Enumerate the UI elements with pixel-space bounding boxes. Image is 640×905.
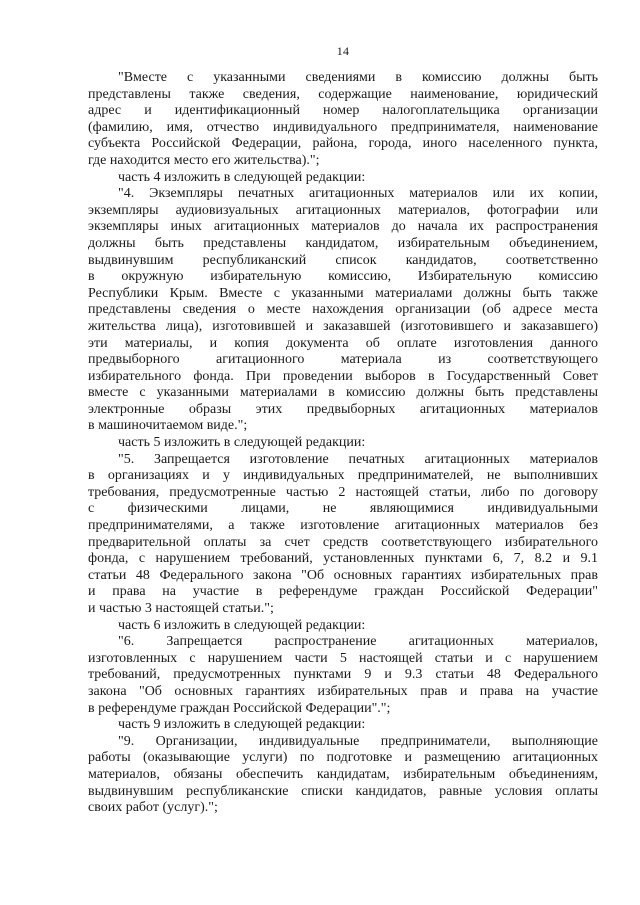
text-line: статьи 48 Федерального закона "Об основных гарантиях избирательных прав xyxy=(88,567,598,583)
text-line: и частью 3 настоящей статьи."; xyxy=(88,601,274,616)
text-line: вместе с указанными материалами в комиссию должны быть представлены xyxy=(88,385,598,401)
text-line: Республики Крым. Вместе с указанными материалами должны быть также xyxy=(88,285,598,301)
text-line: в организациях и у индивидуальных предпринимателей, не выполнивших xyxy=(88,468,598,484)
page-number: 14 xyxy=(336,44,350,58)
text-line: фонда, с нарушением требований, установленных пунктами 6, 7, 8.2 и 9.1 xyxy=(88,551,598,567)
text-line: требований, предусмотренных пунктами 9 и 9.3 статьи 48 Федерального xyxy=(88,667,598,683)
text-line: в машиночитаемом виде."; xyxy=(88,418,248,434)
text-line: выдвинувшим республиканские списки кандидатов, равные условия оплаты xyxy=(88,783,598,799)
text-line: "5. Запрещается изготовление печатных агитационных материалов xyxy=(118,451,598,467)
text-line: материалов, обязаны обеспечить кандидатам, избирательным объединениям, xyxy=(88,766,598,782)
text-line: жительства лица), изготовившей и заказавшей (изготовившего и заказавшего) xyxy=(88,318,598,334)
text-line: должны быть представлены кандидатом, избирательным объединением, xyxy=(88,235,598,251)
text-line: представлены сведения о месте нахождения организации (об адресе места xyxy=(88,302,598,318)
amendment-instruction-line: часть 5 изложить в следующей редакции: xyxy=(118,435,366,451)
text-line: "Вместе с указанными сведениями в комиссию должны быть xyxy=(118,70,598,85)
text-line: (фамилию, имя, отчество индивидуального предпринимателя, наименование xyxy=(88,119,598,135)
text-line: в референдуме граждан Российской Федерации"."; xyxy=(88,700,391,716)
text-line: своих работ (услуг)."; xyxy=(88,800,218,816)
text-line: "6. Запрещается распространение агитационных материалов, xyxy=(118,634,598,650)
text-line: и права на участие в референдуме граждан Российской Федерации" xyxy=(88,584,598,600)
text-line: эти материалы, и копия документа об оплате изготовления данного xyxy=(88,335,598,351)
text-line: субъекта Российской Федерации, района, города, иного населенного пункта, xyxy=(88,136,598,152)
text-line: экземпляры иных агитационных материалов до начала их распространения xyxy=(88,219,598,235)
amendment-instruction-line: часть 4 изложить в следующей редакции: xyxy=(118,169,366,185)
text-line: выдвинувшим республиканский список кандидатов, соответственно xyxy=(88,252,598,268)
text-line: где находится место его жительства)."; xyxy=(88,152,320,168)
text-line: избирательного фонда. При проведении выборов в Государственный Совет xyxy=(88,368,598,384)
text-line: требования, предусмотренные частью 2 настоящей статьи, либо по договору xyxy=(88,484,598,500)
text-line: предвыборного агитационного материала из соответствующего xyxy=(88,352,598,368)
document-body xyxy=(88,70,598,817)
text-line: предварительной оплаты за счет средств соответствующего избирательного xyxy=(88,534,598,550)
text-line: адрес и идентификационный номер налогоплательщика организации xyxy=(88,103,598,119)
text-line: закона "Об основных гарантиях избирательных прав и права на участие xyxy=(88,683,598,699)
text-line: изготовленных с нарушением части 5 настоящей статьи и с нарушением xyxy=(88,650,598,666)
text-line: экземпляры аудиовизуальных агитационных материалов, фотографии или xyxy=(88,202,598,218)
text-line: электронные образы этих предвыборных агитационных материалов xyxy=(88,401,598,417)
text-line: "9. Организации, индивидуальные предприниматели, выполняющие xyxy=(118,733,598,749)
text-line: "4. Экземпляры печатных агитационных материалов или их копии, xyxy=(118,186,598,202)
text-line: в окружную избирательную комиссию, Избирательную комиссию xyxy=(88,269,598,285)
text-line: представлены также сведения, содержащие наименование, юридический xyxy=(88,86,598,102)
amendment-instruction-line: часть 6 изложить в следующей редакции: xyxy=(118,617,366,633)
amendment-instruction-line: часть 9 изложить в следующей редакции: xyxy=(118,717,366,733)
text-line: с физическими лицами, не являющимися индивидуальными xyxy=(88,501,598,517)
text-line: работы (оказывающие услуги) по подготовке и размещению агитационных xyxy=(88,750,598,766)
text-line: предпринимателями, а также изготовление агитационных материалов без xyxy=(88,518,598,534)
